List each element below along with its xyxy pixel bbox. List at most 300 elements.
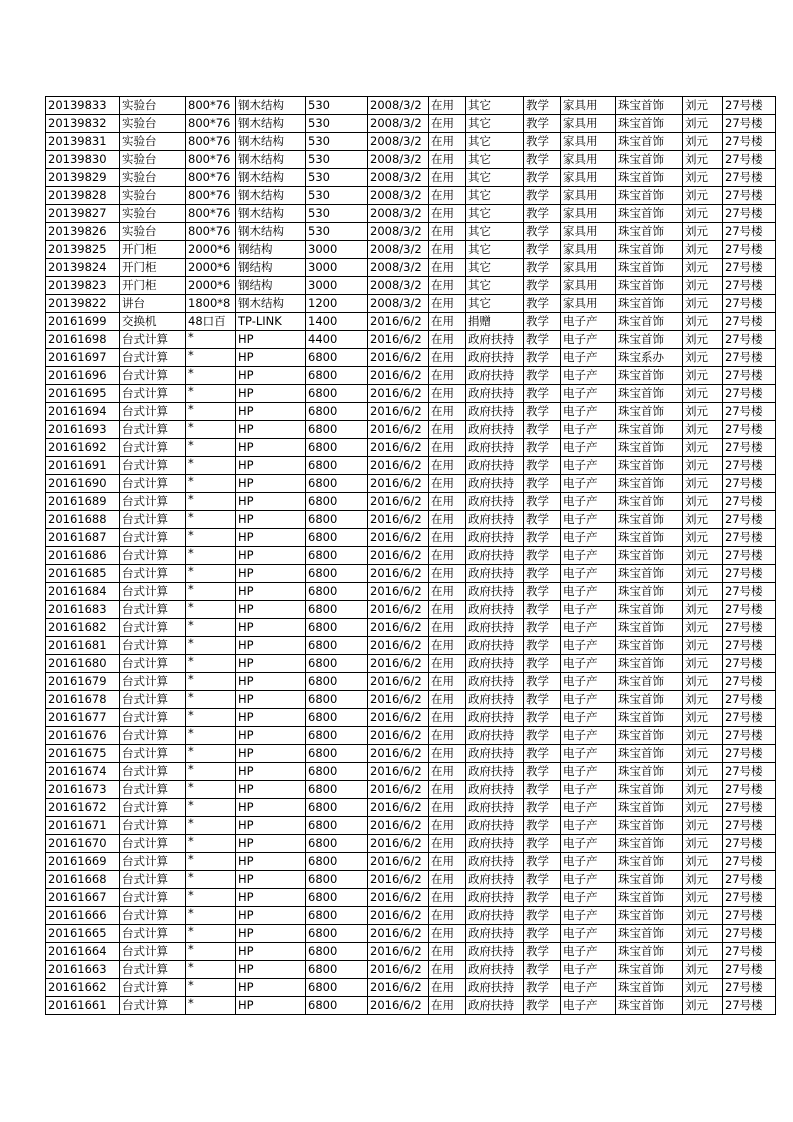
- model-cell: HP: [236, 619, 306, 637]
- source-cell: 其它: [466, 97, 524, 115]
- spec-cell: *: [186, 583, 236, 601]
- department-cell: 珠宝首饰: [616, 961, 683, 979]
- custodian-cell: 刘元: [683, 799, 723, 817]
- category-cell: 电子产: [561, 925, 616, 943]
- asset-name-cell: 实验台: [120, 133, 186, 151]
- asset-id-cell: 20161695: [46, 385, 120, 403]
- category-cell: 电子产: [561, 871, 616, 889]
- custodian-cell: 刘元: [683, 205, 723, 223]
- category-cell: 电子产: [561, 961, 616, 979]
- category-cell: 电子产: [561, 601, 616, 619]
- asset-id-cell: 20139827: [46, 205, 120, 223]
- spec-cell: *: [186, 475, 236, 493]
- usage-cell: 教学: [524, 169, 561, 187]
- price-cell: 530: [306, 187, 368, 205]
- spec-cell: *: [186, 745, 236, 763]
- date-cell: 2016/6/2: [368, 997, 429, 1015]
- usage-cell: 教学: [524, 421, 561, 439]
- source-cell: 政府扶持: [466, 799, 524, 817]
- category-cell: 电子产: [561, 331, 616, 349]
- location-cell: 27号楼: [723, 799, 776, 817]
- price-cell: 6800: [306, 619, 368, 637]
- spec-cell: *: [186, 673, 236, 691]
- table-row: [46, 187, 776, 205]
- category-cell: 电子产: [561, 403, 616, 421]
- asset-name-cell: 讲台: [120, 295, 186, 313]
- spec-cell: *: [186, 349, 236, 367]
- spec-cell: *: [186, 493, 236, 511]
- department-cell: 珠宝首饰: [616, 457, 683, 475]
- custodian-cell: 刘元: [683, 943, 723, 961]
- table-row: [46, 781, 776, 799]
- asset-name-cell: 台式计算: [120, 817, 186, 835]
- spec-cell: *: [186, 547, 236, 565]
- table-row: [46, 817, 776, 835]
- location-cell: 27号楼: [723, 187, 776, 205]
- price-cell: 6800: [306, 871, 368, 889]
- status-cell: 在用: [429, 781, 466, 799]
- asset-name-cell: 台式计算: [120, 601, 186, 619]
- location-cell: 27号楼: [723, 997, 776, 1015]
- asset-name-cell: 台式计算: [120, 619, 186, 637]
- category-cell: 家具用: [561, 295, 616, 313]
- model-cell: HP: [236, 691, 306, 709]
- model-cell: HP: [236, 979, 306, 997]
- asset-id-cell: 20161662: [46, 979, 120, 997]
- table-row: [46, 349, 776, 367]
- custodian-cell: 刘元: [683, 547, 723, 565]
- model-cell: HP: [236, 547, 306, 565]
- category-cell: 家具用: [561, 187, 616, 205]
- model-cell: 钢结构: [236, 277, 306, 295]
- spec-cell: 800*76: [186, 205, 236, 223]
- asset-id-cell: 20161690: [46, 475, 120, 493]
- status-cell: 在用: [429, 385, 466, 403]
- department-cell: 珠宝首饰: [616, 709, 683, 727]
- category-cell: 电子产: [561, 655, 616, 673]
- asset-id-cell: 20161674: [46, 763, 120, 781]
- date-cell: 2016/6/2: [368, 889, 429, 907]
- table-row: [46, 331, 776, 349]
- custodian-cell: 刘元: [683, 493, 723, 511]
- price-cell: 6800: [306, 709, 368, 727]
- asset-name-cell: 台式计算: [120, 475, 186, 493]
- status-cell: 在用: [429, 907, 466, 925]
- asset-id-cell: 20161689: [46, 493, 120, 511]
- price-cell: 6800: [306, 475, 368, 493]
- usage-cell: 教学: [524, 295, 561, 313]
- custodian-cell: 刘元: [683, 151, 723, 169]
- category-cell: 电子产: [561, 781, 616, 799]
- date-cell: 2016/6/2: [368, 601, 429, 619]
- asset-name-cell: 台式计算: [120, 997, 186, 1015]
- spec-cell: *: [186, 781, 236, 799]
- date-cell: 2016/6/2: [368, 313, 429, 331]
- asset-name-cell: 台式计算: [120, 493, 186, 511]
- usage-cell: 教学: [524, 475, 561, 493]
- status-cell: 在用: [429, 583, 466, 601]
- table-row: [46, 475, 776, 493]
- asset-name-cell: 台式计算: [120, 853, 186, 871]
- table-row: [46, 223, 776, 241]
- location-cell: 27号楼: [723, 745, 776, 763]
- usage-cell: 教学: [524, 259, 561, 277]
- asset-name-cell: 开门柜: [120, 241, 186, 259]
- spec-cell: *: [186, 367, 236, 385]
- model-cell: 钢木结构: [236, 97, 306, 115]
- location-cell: 27号楼: [723, 871, 776, 889]
- date-cell: 2008/3/2: [368, 133, 429, 151]
- usage-cell: 教学: [524, 385, 561, 403]
- date-cell: 2016/6/2: [368, 385, 429, 403]
- price-cell: 6800: [306, 457, 368, 475]
- custodian-cell: 刘元: [683, 637, 723, 655]
- category-cell: 电子产: [561, 835, 616, 853]
- price-cell: 530: [306, 169, 368, 187]
- usage-cell: 教学: [524, 925, 561, 943]
- source-cell: 政府扶持: [466, 529, 524, 547]
- price-cell: 6800: [306, 637, 368, 655]
- category-cell: 电子产: [561, 493, 616, 511]
- status-cell: 在用: [429, 673, 466, 691]
- asset-id-cell: 20139829: [46, 169, 120, 187]
- model-cell: HP: [236, 673, 306, 691]
- location-cell: 27号楼: [723, 475, 776, 493]
- location-cell: 27号楼: [723, 889, 776, 907]
- spec-cell: *: [186, 331, 236, 349]
- status-cell: 在用: [429, 475, 466, 493]
- asset-id-cell: 20139831: [46, 133, 120, 151]
- status-cell: 在用: [429, 727, 466, 745]
- table-row: [46, 115, 776, 133]
- model-cell: HP: [236, 889, 306, 907]
- status-cell: 在用: [429, 169, 466, 187]
- table-row: [46, 835, 776, 853]
- asset-id-cell: 20161665: [46, 925, 120, 943]
- department-cell: 珠宝首饰: [616, 385, 683, 403]
- asset-id-cell: 20161667: [46, 889, 120, 907]
- price-cell: 6800: [306, 547, 368, 565]
- custodian-cell: 刘元: [683, 817, 723, 835]
- location-cell: 27号楼: [723, 727, 776, 745]
- date-cell: 2016/6/2: [368, 439, 429, 457]
- model-cell: HP: [236, 367, 306, 385]
- spec-cell: *: [186, 385, 236, 403]
- model-cell: HP: [236, 601, 306, 619]
- source-cell: 政府扶持: [466, 637, 524, 655]
- location-cell: 27号楼: [723, 925, 776, 943]
- department-cell: 珠宝首饰: [616, 853, 683, 871]
- usage-cell: 教学: [524, 961, 561, 979]
- asset-id-cell: 20161683: [46, 601, 120, 619]
- custodian-cell: 刘元: [683, 673, 723, 691]
- custodian-cell: 刘元: [683, 709, 723, 727]
- department-cell: 珠宝首饰: [616, 223, 683, 241]
- source-cell: 政府扶持: [466, 889, 524, 907]
- status-cell: 在用: [429, 655, 466, 673]
- department-cell: 珠宝首饰: [616, 889, 683, 907]
- date-cell: 2016/6/2: [368, 367, 429, 385]
- asset-id-cell: 20161685: [46, 565, 120, 583]
- custodian-cell: 刘元: [683, 367, 723, 385]
- date-cell: 2016/6/2: [368, 979, 429, 997]
- custodian-cell: 刘元: [683, 259, 723, 277]
- status-cell: 在用: [429, 529, 466, 547]
- status-cell: 在用: [429, 961, 466, 979]
- spec-cell: *: [186, 763, 236, 781]
- table-row: [46, 727, 776, 745]
- asset-id-cell: 20161669: [46, 853, 120, 871]
- model-cell: HP: [236, 439, 306, 457]
- custodian-cell: 刘元: [683, 961, 723, 979]
- table-row: [46, 889, 776, 907]
- category-cell: 家具用: [561, 223, 616, 241]
- location-cell: 27号楼: [723, 403, 776, 421]
- usage-cell: 教学: [524, 349, 561, 367]
- custodian-cell: 刘元: [683, 925, 723, 943]
- asset-id-cell: 20161696: [46, 367, 120, 385]
- source-cell: 政府扶持: [466, 565, 524, 583]
- price-cell: 6800: [306, 565, 368, 583]
- department-cell: 珠宝首饰: [616, 475, 683, 493]
- location-cell: 27号楼: [723, 205, 776, 223]
- asset-id-cell: 20161661: [46, 997, 120, 1015]
- status-cell: 在用: [429, 871, 466, 889]
- usage-cell: 教学: [524, 439, 561, 457]
- spec-cell: 800*76: [186, 187, 236, 205]
- category-cell: 电子产: [561, 547, 616, 565]
- spec-cell: 800*76: [186, 169, 236, 187]
- status-cell: 在用: [429, 403, 466, 421]
- status-cell: 在用: [429, 259, 466, 277]
- price-cell: 6800: [306, 997, 368, 1015]
- custodian-cell: 刘元: [683, 511, 723, 529]
- custodian-cell: 刘元: [683, 619, 723, 637]
- department-cell: 珠宝首饰: [616, 511, 683, 529]
- date-cell: 2016/6/2: [368, 457, 429, 475]
- asset-id-cell: 20161680: [46, 655, 120, 673]
- source-cell: 其它: [466, 151, 524, 169]
- table-row: [46, 493, 776, 511]
- usage-cell: 教学: [524, 367, 561, 385]
- location-cell: 27号楼: [723, 853, 776, 871]
- spec-cell: *: [186, 961, 236, 979]
- custodian-cell: 刘元: [683, 385, 723, 403]
- custodian-cell: 刘元: [683, 763, 723, 781]
- custodian-cell: 刘元: [683, 997, 723, 1015]
- model-cell: 钢木结构: [236, 205, 306, 223]
- status-cell: 在用: [429, 367, 466, 385]
- asset-name-cell: 台式计算: [120, 673, 186, 691]
- location-cell: 27号楼: [723, 655, 776, 673]
- location-cell: 27号楼: [723, 529, 776, 547]
- asset-name-cell: 台式计算: [120, 691, 186, 709]
- date-cell: 2016/6/2: [368, 673, 429, 691]
- custodian-cell: 刘元: [683, 403, 723, 421]
- date-cell: 2016/6/2: [368, 619, 429, 637]
- location-cell: 27号楼: [723, 259, 776, 277]
- source-cell: 政府扶持: [466, 925, 524, 943]
- spec-cell: *: [186, 817, 236, 835]
- category-cell: 电子产: [561, 943, 616, 961]
- source-cell: 捐赠: [466, 313, 524, 331]
- table-row: [46, 619, 776, 637]
- asset-name-cell: 开门柜: [120, 259, 186, 277]
- status-cell: 在用: [429, 925, 466, 943]
- usage-cell: 教学: [524, 817, 561, 835]
- source-cell: 政府扶持: [466, 457, 524, 475]
- source-cell: 政府扶持: [466, 907, 524, 925]
- model-cell: HP: [236, 925, 306, 943]
- custodian-cell: 刘元: [683, 223, 723, 241]
- asset-name-cell: 台式计算: [120, 871, 186, 889]
- usage-cell: 教学: [524, 745, 561, 763]
- model-cell: 钢木结构: [236, 151, 306, 169]
- asset-name-cell: 台式计算: [120, 583, 186, 601]
- asset-id-cell: 20139828: [46, 187, 120, 205]
- price-cell: 6800: [306, 763, 368, 781]
- usage-cell: 教学: [524, 691, 561, 709]
- category-cell: 家具用: [561, 205, 616, 223]
- category-cell: 电子产: [561, 709, 616, 727]
- department-cell: 珠宝首饰: [616, 925, 683, 943]
- department-cell: 珠宝首饰: [616, 547, 683, 565]
- price-cell: 6800: [306, 979, 368, 997]
- category-cell: 家具用: [561, 151, 616, 169]
- date-cell: 2016/6/2: [368, 655, 429, 673]
- location-cell: 27号楼: [723, 673, 776, 691]
- department-cell: 珠宝首饰: [616, 907, 683, 925]
- source-cell: 政府扶持: [466, 421, 524, 439]
- department-cell: 珠宝首饰: [616, 97, 683, 115]
- source-cell: 其它: [466, 205, 524, 223]
- asset-name-cell: 台式计算: [120, 529, 186, 547]
- spec-cell: *: [186, 655, 236, 673]
- date-cell: 2016/6/2: [368, 925, 429, 943]
- source-cell: 其它: [466, 115, 524, 133]
- department-cell: 珠宝首饰: [616, 259, 683, 277]
- location-cell: 27号楼: [723, 439, 776, 457]
- price-cell: 6800: [306, 385, 368, 403]
- location-cell: 27号楼: [723, 817, 776, 835]
- department-cell: 珠宝首饰: [616, 799, 683, 817]
- department-cell: 珠宝首饰: [616, 619, 683, 637]
- department-cell: 珠宝首饰: [616, 565, 683, 583]
- model-cell: HP: [236, 943, 306, 961]
- asset-name-cell: 台式计算: [120, 709, 186, 727]
- usage-cell: 教学: [524, 331, 561, 349]
- date-cell: 2016/6/2: [368, 331, 429, 349]
- source-cell: 政府扶持: [466, 619, 524, 637]
- asset-id-cell: 20161692: [46, 439, 120, 457]
- source-cell: 政府扶持: [466, 403, 524, 421]
- category-cell: 电子产: [561, 853, 616, 871]
- department-cell: 珠宝首饰: [616, 745, 683, 763]
- location-cell: 27号楼: [723, 151, 776, 169]
- status-cell: 在用: [429, 241, 466, 259]
- model-cell: HP: [236, 781, 306, 799]
- location-cell: 27号楼: [723, 277, 776, 295]
- department-cell: 珠宝首饰: [616, 835, 683, 853]
- price-cell: 6800: [306, 907, 368, 925]
- source-cell: 政府扶持: [466, 673, 524, 691]
- model-cell: HP: [236, 907, 306, 925]
- status-cell: 在用: [429, 601, 466, 619]
- asset-id-cell: 20161670: [46, 835, 120, 853]
- department-cell: 珠宝首饰: [616, 133, 683, 151]
- price-cell: 530: [306, 151, 368, 169]
- department-cell: 珠宝首饰: [616, 277, 683, 295]
- asset-id-cell: 20139832: [46, 115, 120, 133]
- date-cell: 2008/3/2: [368, 259, 429, 277]
- price-cell: 6800: [306, 493, 368, 511]
- asset-id-cell: 20161697: [46, 349, 120, 367]
- table-row: [46, 529, 776, 547]
- asset-name-cell: 实验台: [120, 115, 186, 133]
- asset-name-cell: 实验台: [120, 223, 186, 241]
- date-cell: 2016/6/2: [368, 547, 429, 565]
- custodian-cell: 刘元: [683, 439, 723, 457]
- date-cell: 2016/6/2: [368, 349, 429, 367]
- usage-cell: 教学: [524, 601, 561, 619]
- department-cell: 珠宝首饰: [616, 601, 683, 619]
- usage-cell: 教学: [524, 457, 561, 475]
- category-cell: 家具用: [561, 277, 616, 295]
- status-cell: 在用: [429, 835, 466, 853]
- source-cell: 政府扶持: [466, 385, 524, 403]
- department-cell: 珠宝首饰: [616, 115, 683, 133]
- category-cell: 电子产: [561, 583, 616, 601]
- source-cell: 其它: [466, 277, 524, 295]
- usage-cell: 教学: [524, 151, 561, 169]
- usage-cell: 教学: [524, 637, 561, 655]
- spec-cell: *: [186, 997, 236, 1015]
- custodian-cell: 刘元: [683, 727, 723, 745]
- price-cell: 6800: [306, 655, 368, 673]
- custodian-cell: 刘元: [683, 745, 723, 763]
- asset-name-cell: 台式计算: [120, 547, 186, 565]
- table-row: [46, 403, 776, 421]
- model-cell: HP: [236, 799, 306, 817]
- source-cell: 政府扶持: [466, 943, 524, 961]
- status-cell: 在用: [429, 889, 466, 907]
- asset-name-cell: 台式计算: [120, 889, 186, 907]
- status-cell: 在用: [429, 133, 466, 151]
- table-row: [46, 979, 776, 997]
- date-cell: 2008/3/2: [368, 151, 429, 169]
- source-cell: 政府扶持: [466, 439, 524, 457]
- department-cell: 珠宝首饰: [616, 403, 683, 421]
- model-cell: HP: [236, 511, 306, 529]
- spec-cell: *: [186, 979, 236, 997]
- department-cell: 珠宝首饰: [616, 331, 683, 349]
- price-cell: 6800: [306, 889, 368, 907]
- date-cell: 2016/6/2: [368, 421, 429, 439]
- asset-name-cell: 实验台: [120, 151, 186, 169]
- price-cell: 530: [306, 223, 368, 241]
- custodian-cell: 刘元: [683, 457, 723, 475]
- model-cell: HP: [236, 637, 306, 655]
- table-row: [46, 313, 776, 331]
- custodian-cell: 刘元: [683, 349, 723, 367]
- usage-cell: 教学: [524, 889, 561, 907]
- status-cell: 在用: [429, 943, 466, 961]
- status-cell: 在用: [429, 331, 466, 349]
- model-cell: 钢木结构: [236, 295, 306, 313]
- source-cell: 政府扶持: [466, 691, 524, 709]
- category-cell: 电子产: [561, 457, 616, 475]
- date-cell: 2016/6/2: [368, 493, 429, 511]
